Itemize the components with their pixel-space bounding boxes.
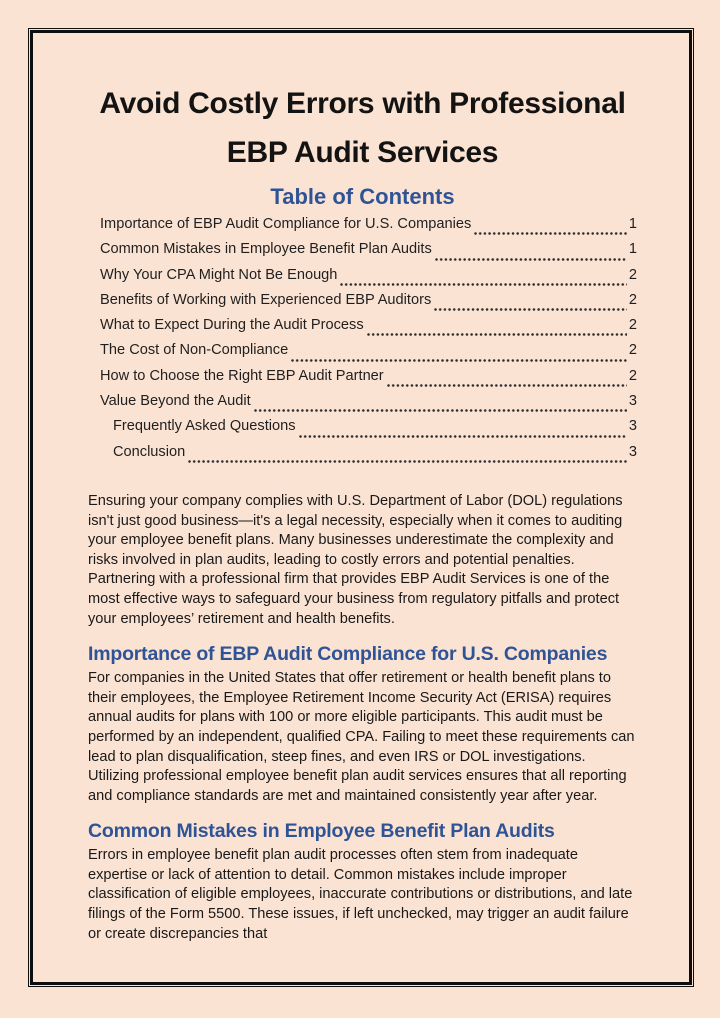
toc-entry-page-number: 1 [628,241,637,258]
toc-dot-leader [474,230,627,237]
intro-paragraph: Ensuring your company complies with U.S. Department of Labor (DOL) regulations isn't just good business—it's a legal necessity, especially when it comes to auditing your employee benefit plans. Many businesses underestimate the complexity and risks involved in plan audits, leading to costly errors and potential penalties. Partnering with a professional firm that provides EBP Audit Services is one of the most effective ways to safeguard your business from regulatory pitfalls and protect your employees’ retirement and health benefits. [88,492,623,627]
document-page [30,30,692,985]
toc-entry-value-beyond-audit[interactable] [88,393,637,418]
toc-dot-leader [188,458,627,465]
toc-entry-label: Common Mistakes in Employee Benefit Plan Audits [100,241,432,258]
document-title [88,79,637,177]
document-title-line-2: EBP Audit Services [226,136,499,169]
toc-entry-label: Value Beyond the Audit [100,393,251,410]
toc-entry-label: How to Choose the Right EBP Audit Partner [100,367,384,384]
toc-entry-label: Why Your CPA Might Not Be Enough [100,266,338,283]
toc-entry-benefits-of-working[interactable] [88,292,637,317]
toc-entry-page-number: 2 [628,291,637,308]
toc-entry-importance[interactable] [88,216,637,241]
toc-entry-conclusion[interactable] [88,444,637,469]
toc-entry-how-to-choose[interactable] [88,368,637,393]
toc-entry-why-your-cpa[interactable] [88,267,637,292]
toc-entry-what-to-expect[interactable] [88,317,637,342]
section-paragraph-importance: For companies in the United States that offer retirement or health benefit plans to their employees, the Employee Retirement Income Security Act (ERISA) requires annual audits for plans with 100 or more eligible participants. This audit must be performed by an independent, qualified CPA. Failing to meet these requirements can lead to plan disqualification, steep fines, and even IRS or DOL investigations. Utilizing professional employee benefit plan audit services ensures that all reporting and compliance standards are met and maintained consistently year after year. [88,670,635,804]
toc-entry-label: What to Expect During the Audit Process [100,317,364,334]
toc-dot-leader [254,407,627,414]
toc-heading: Table of Contents [270,184,455,209]
toc-entry-common-mistakes[interactable] [88,241,637,266]
toc-dot-leader [387,382,627,389]
toc-entry-page-number: 3 [628,393,637,410]
section-paragraph-common-mistakes: Errors in employee benefit plan audit processes often stem from inadequate expertise or lack of attention to detail. Common mistakes include improper classification of eligible employees, inaccurate contributions or distributions, and late filings of the Form 5500. These issues, if left unchecked, may trigger an audit failure or create discrepancies that [88,847,633,942]
toc-dot-leader [434,306,627,313]
toc-entry-label: Importance of EBP Audit Compliance for U.S. Companies [100,216,472,232]
toc-dot-leader [435,256,627,263]
toc-dot-leader [299,433,627,440]
toc-entry-label: The Cost of Non-Compliance [100,342,289,359]
toc-entry-page-number: 3 [628,443,637,460]
section-heading-importance: Importance of EBP Audit Compliance for U.S. Companies [88,643,608,666]
toc-entry-page-number: 2 [628,342,637,359]
toc-entry-page-number: 3 [628,418,637,435]
section-heading-common-mistakes: Common Mistakes in Employee Benefit Plan Audits [88,820,555,843]
table-of-contents [88,216,637,469]
toc-entry-page-number: 1 [628,216,637,232]
toc-entry-page-number: 2 [628,317,637,334]
toc-dot-leader [291,357,627,364]
toc-dot-leader [367,331,627,338]
toc-entry-label: Conclusion [113,443,186,460]
toc-entry-cost-of-non-compliance[interactable] [88,342,637,367]
toc-entry-label: Benefits of Working with Experienced EBP Auditors [100,291,432,308]
toc-dot-leader [340,281,627,288]
toc-entry-page-number: 2 [628,367,637,384]
document-title-line-1: Avoid Costly Errors with Professional [99,87,626,120]
toc-entry-label: Frequently Asked Questions [113,418,296,435]
toc-entry-frequently-asked-questions[interactable] [88,418,637,443]
toc-entry-page-number: 2 [628,266,637,283]
